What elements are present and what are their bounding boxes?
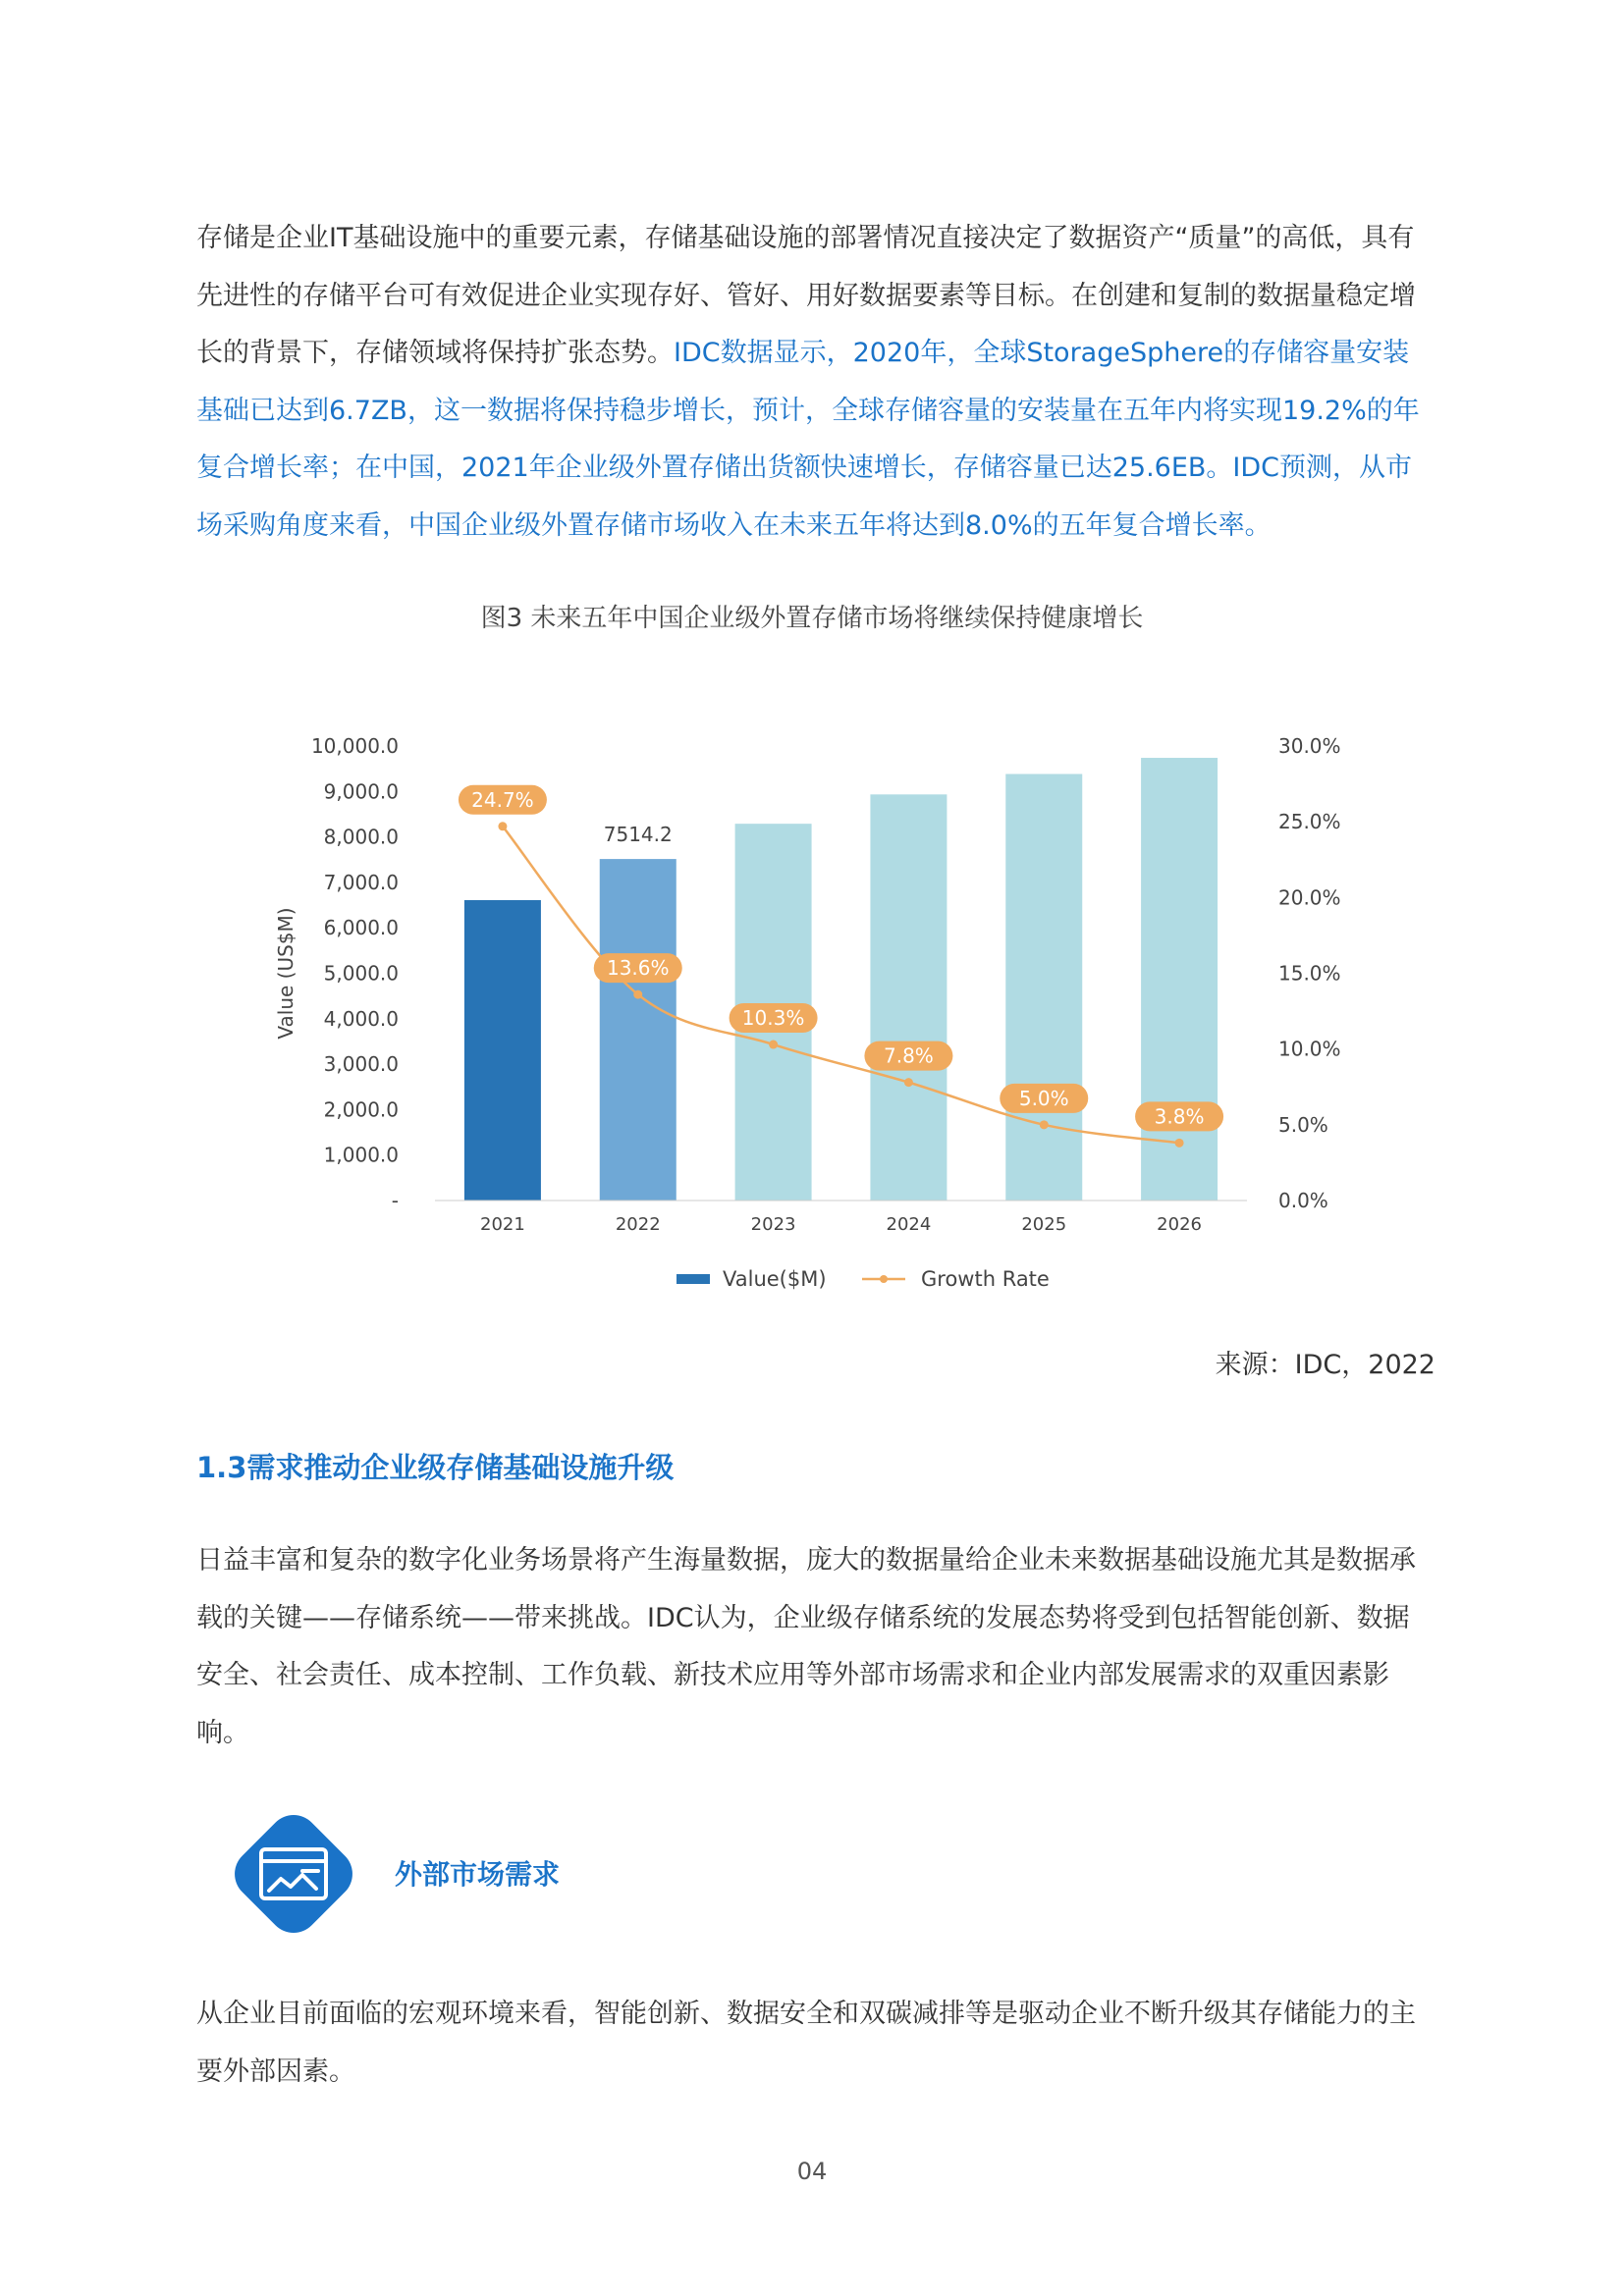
growth-point-2025 [1040,1120,1049,1129]
bar-2024 [870,794,947,1201]
subsection-title: 外部市场需求 [395,1858,561,1891]
intro-paragraph [196,210,1435,555]
y2-tick-label: 0.0% [1278,1189,1328,1212]
page-number: 04 [796,2158,828,2185]
bar-2021 [464,900,541,1201]
y-tick-label: 2,000.0 [323,1097,399,1122]
growth-point-2026 [1175,1139,1184,1148]
legend-swatch-value [677,1274,710,1284]
section-paragraph: 日益丰富和复杂的数字化业务场景将产生海量数据，庞大的数据量给企业未来数据基础设施尤其是数据承载的关键——存储系统——带来挑战。IDC认为，企业级存储系统的发展态势将受到包括智能创新、数据安全、社会责任、成本控制、工作负载、新技术应用等外部市场需求和企业内部发展需求的双重因素影响。 [196,1545,1416,1748]
legend-label-growth: Growth Rate [921,1267,1050,1291]
bar-2025 [1005,774,1082,1201]
legend-label-value: Value($M) [723,1267,827,1291]
source-note: 来源：IDC，2022 [1215,1350,1435,1380]
intro-highlight-text: IDC数据显示，2020年，全球StorageSphere的存储容量安装基础已达到6.7ZB，这一数据将保持稳步增长，预计，全球存储容量的安装量在五年内将实现19.2%的年复合增长率；在中国，2021年企业级外置存储出货额快速增长，存储容量已达25.6EB。IDC预测，从市场采购角度来看，中国企业级外置存储市场收入在未来五年将达到8.0%的五年复合增长率。 [196,338,1420,541]
growth-label-2024: 7.8% [884,1043,934,1068]
x-tick-label-2025: 2025 [1021,1214,1067,1235]
x-tick-label-2023: 2023 [750,1214,796,1235]
bar-2026 [1141,758,1218,1201]
y-tick-label: 7,000.0 [323,870,399,894]
x-tick-label-2024: 2024 [886,1214,932,1235]
y-tick-label: 9,000.0 [323,779,399,804]
y-tick-label: 8,000.0 [323,825,399,849]
section-title: 1.3需求推动企业级存储基础设施升级 [196,1451,675,1484]
y-tick-label: 3,000.0 [323,1052,399,1077]
subsection-paragraph: 从企业目前面临的宏观环境来看，智能创新、数据安全和双碳减排等是驱动企业不断升级其存储能力的主要外部因素。 [196,1999,1416,2087]
growth-label-2022: 13.6% [606,956,670,981]
y-axis-title: Value (US$M) [274,907,298,1040]
y-tick-label: - [391,1189,399,1212]
y-tick-label: 10,000.0 [310,734,399,758]
y-tick-label: 6,000.0 [323,916,399,940]
y2-tick-label: 5.0% [1278,1112,1328,1137]
growth-label-2025: 5.0% [1018,1086,1069,1110]
intro-plain-text: 存储是企业IT基础设施中的重要元素，存储基础设施的部署情况直接决定了数据资产“质量”的高低，具有先进性的存储平台可有效促进企业实现存好、管好、用好数据要素等目标。在创建和复制的数据量稳定增长的背景下，存储领域将保持扩张态势。 [196,223,1416,368]
growth-label-2023: 10.3% [741,1006,805,1031]
growth-chart [0,687,1624,1315]
y-tick-label: 5,000.0 [323,961,399,986]
growth-point-2024 [904,1078,913,1087]
y2-tick-label: 20.0% [1278,885,1341,910]
growth-label-2021: 24.7% [471,787,534,812]
growth-point-2023 [769,1041,778,1049]
y2-tick-label: 10.0% [1278,1037,1341,1061]
y2-tick-label: 15.0% [1278,961,1341,986]
growth-label-2026: 3.8% [1154,1104,1205,1129]
growth-point-2022 [633,990,642,999]
growth-point-2021 [498,822,507,830]
legend-marker-growth [880,1275,888,1283]
bar-2022 [600,859,677,1201]
y2-tick-label: 30.0% [1278,734,1341,758]
browser-chart-icon [224,1804,363,1944]
figure-title: 图3 未来五年中国企业级外置存储市场将继续保持健康增长 [480,604,1144,633]
y2-tick-label: 25.0% [1278,810,1341,834]
y-tick-label: 1,000.0 [323,1143,399,1167]
x-tick-label-2021: 2021 [480,1214,525,1235]
x-tick-label-2026: 2026 [1157,1214,1202,1235]
x-tick-label-2022: 2022 [615,1214,661,1235]
y-tick-label: 4,000.0 [323,1006,399,1031]
bar-label-2022: 7514.2 [603,823,673,847]
